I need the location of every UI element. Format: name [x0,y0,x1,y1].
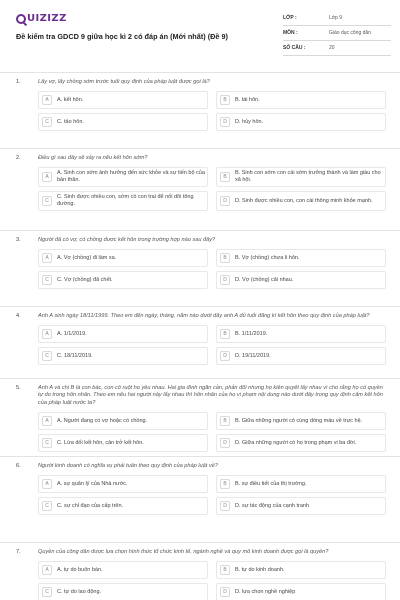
question-number: 5. [16,385,21,391]
option-letter-badge: C [42,351,52,361]
option-d[interactable] [216,271,386,289]
question-text: Anh A sinh ngày 18/11/1999. Theo em đến ngày, tháng, năm nào dưới đây anh A đủ tuổi đăng kí kết hôn theo quy định của pháp luật? [38,313,370,319]
question-2 [0,148,400,230]
option-text: C. Lừa dối kết hôn, cản trở kết hôn. [57,439,144,446]
meta-label: MÔN : [283,30,298,36]
question-text: Anh A và chị B là con bác, con cô ruột họ yêu nhau. Hai gia đình ngăn cản, phản đối nhưng họ kiên quyết lấy nhau vì cho rằng họ có quyền tự do trong hôn nhân. Theo em nếu hai người này lấy nhau thì hôn nhân của họ vi phạm nội dung nào dưới đây trong quy định cấm kết hôn của pháp luật nước ta? [38,385,383,406]
option-c[interactable] [38,497,208,515]
option-letter-badge: B [220,479,230,489]
option-text: A. Vợ (chồng) đi làm xa. [57,254,117,261]
option-text: B. tái hôn. [235,96,260,103]
question-header [16,155,384,162]
option-b[interactable] [216,475,386,493]
option-b[interactable] [216,561,386,579]
option-letter-badge: D [220,196,230,206]
option-text: D. sự tác động của cạnh tranh [235,502,310,509]
question-text: Quyền của công dân được lựa chọn hình thức tổ chức kinh tế, ngành nghề và quy mô kinh doanh được gọi là quyền? [38,549,329,555]
option-b[interactable] [216,167,386,187]
option-letter-badge: A [42,329,52,339]
question-number: 2. [16,155,21,161]
option-b[interactable] [216,325,386,343]
option-text: C. Sinh được nhiều con, sớm có con trai để nối dõi tông đường. [57,194,194,207]
option-d[interactable] [216,583,386,600]
question-number: 1. [16,79,21,85]
option-text: B. Vợ (chồng) chưa li hôn. [235,254,300,261]
option-letter-badge: C [42,501,52,511]
option-a[interactable] [38,249,208,267]
meta-table [283,11,391,56]
option-text: C. sự chỉ đạo của cấp trên. [57,502,124,509]
meta-value: Giáo dục công dân [329,30,371,36]
option-a[interactable] [38,412,208,430]
question-header [16,385,384,407]
question-1 [0,72,400,148]
meta-label: SỐ CÂU : [283,45,306,51]
option-text: A. sự quản lý của Nhà nước. [57,480,128,487]
option-c[interactable] [38,434,208,452]
option-c[interactable] [38,583,208,600]
option-letter-badge: B [220,172,230,182]
question-7 [0,542,400,600]
option-text: D. Vợ (chồng) cãi nhau. [235,276,294,283]
option-letter-badge: B [220,95,230,105]
meta-value: Lớp 9 [329,15,343,21]
option-text: A. 1/1/2019. [57,330,87,337]
option-letter-badge: D [220,117,230,127]
option-c[interactable] [38,113,208,131]
quizizz-logo [16,13,67,24]
option-letter-badge: C [42,587,52,597]
meta-label: LỚP : [283,15,297,21]
question-6 [0,456,400,542]
logo-text: UIZIZZ [27,13,67,24]
option-c[interactable] [38,347,208,365]
option-a[interactable] [38,561,208,579]
option-a[interactable] [38,325,208,343]
worksheet-header [0,0,400,70]
meta-value: 20 [329,45,335,51]
option-letter-badge: A [42,172,52,182]
option-text: D. 19/11/2019. [235,352,271,359]
option-c[interactable] [38,271,208,289]
option-letter-badge: B [220,416,230,426]
meta-row-subject [283,26,391,41]
option-b[interactable] [216,91,386,109]
option-letter-badge: D [220,501,230,511]
option-letter-badge: C [42,196,52,206]
option-letter-badge: B [220,253,230,263]
question-text: Người kinh doanh có nghĩa vụ phải tuân theo quy định của pháp luật về? [38,463,218,469]
option-text: C. Vợ (chồng) đã chết. [57,276,113,283]
option-letter-badge: C [42,275,52,285]
option-text: D. Giữa những người có họ trong phạm vi ba đời. [235,439,357,446]
option-letter-badge: A [42,253,52,263]
option-text: D. lựa chọn nghề nghiệp [235,588,296,595]
option-text: B. 1/11/2019. [235,330,268,337]
option-a[interactable] [38,475,208,493]
option-a[interactable] [38,91,208,109]
option-letter-badge: A [42,565,52,575]
option-text: A. Người đang có vợ hoặc có chồng. [57,417,148,424]
option-c[interactable] [38,191,208,211]
option-text: B. sự điều tiết của thị trường. [235,480,307,487]
option-b[interactable] [216,249,386,267]
question-5 [0,378,400,456]
option-d[interactable] [216,113,386,131]
option-letter-badge: B [220,329,230,339]
option-letter-badge: D [220,438,230,448]
question-text: Điều gì sau đây sẽ xảy ra nếu kết hôn sớm? [38,155,148,161]
meta-row-count [283,41,391,56]
question-text: Lấy vợ, lấy chồng sớm trước tuổi quy định của pháp luật được gọi là? [38,79,210,85]
option-letter-badge: B [220,565,230,575]
option-letter-badge: D [220,587,230,597]
option-b[interactable] [216,412,386,430]
option-text: C. tảo hôn. [57,118,84,125]
logo-q-icon [16,14,26,24]
question-header [16,549,384,556]
option-d[interactable] [216,434,386,452]
option-text: C. tự do lao động. [57,588,102,595]
option-text: D. hủy hôn. [235,118,264,125]
question-text: Người đã có vợ, có chồng được kết hôn trong trường hợp nào sau đây? [38,237,216,243]
question-header [16,79,384,86]
question-number: 6. [16,463,21,469]
option-text: B. Giữa những người có cùng dòng máu về trực hệ. [235,417,363,424]
option-letter-badge: C [42,117,52,127]
option-d[interactable] [216,347,386,365]
option-text: B. Sinh con sớm con cái sớm trưởng thành và làm giàu cho xã hội. [235,170,381,183]
option-letter-badge: C [42,438,52,448]
option-letter-badge: A [42,95,52,105]
option-letter-badge: A [42,416,52,426]
document-title: Đề kiểm tra GDCD 9 giữa học kì 2 có đáp án (Mới nhất) (Đề 9) [16,32,228,41]
option-text: A. kết hôn. [57,96,84,103]
meta-row-grade [283,11,391,26]
option-letter-badge: A [42,479,52,489]
option-letter-badge: D [220,275,230,285]
question-header [16,313,384,320]
option-text: D. Sinh được nhiều con, con cái thông minh khỏe mạnh. [235,197,373,204]
option-a[interactable] [38,167,208,187]
question-3 [0,230,400,306]
option-letter-badge: D [220,351,230,361]
question-number: 3. [16,237,21,243]
question-header [16,237,384,244]
question-number: 4. [16,313,21,319]
option-d[interactable] [216,191,386,211]
question-number: 7. [16,549,21,555]
question-4 [0,306,400,378]
option-text: A. Sinh con sớm ảnh hưởng đến sức khỏe và sự tiến bộ của bản thân. [57,170,205,183]
option-text: A. tự do buôn bán. [57,566,103,573]
option-text: B. tự do kinh doanh. [235,566,285,573]
option-text: C. 18/11/2019. [57,352,93,359]
question-header [16,463,384,470]
option-d[interactable] [216,497,386,515]
